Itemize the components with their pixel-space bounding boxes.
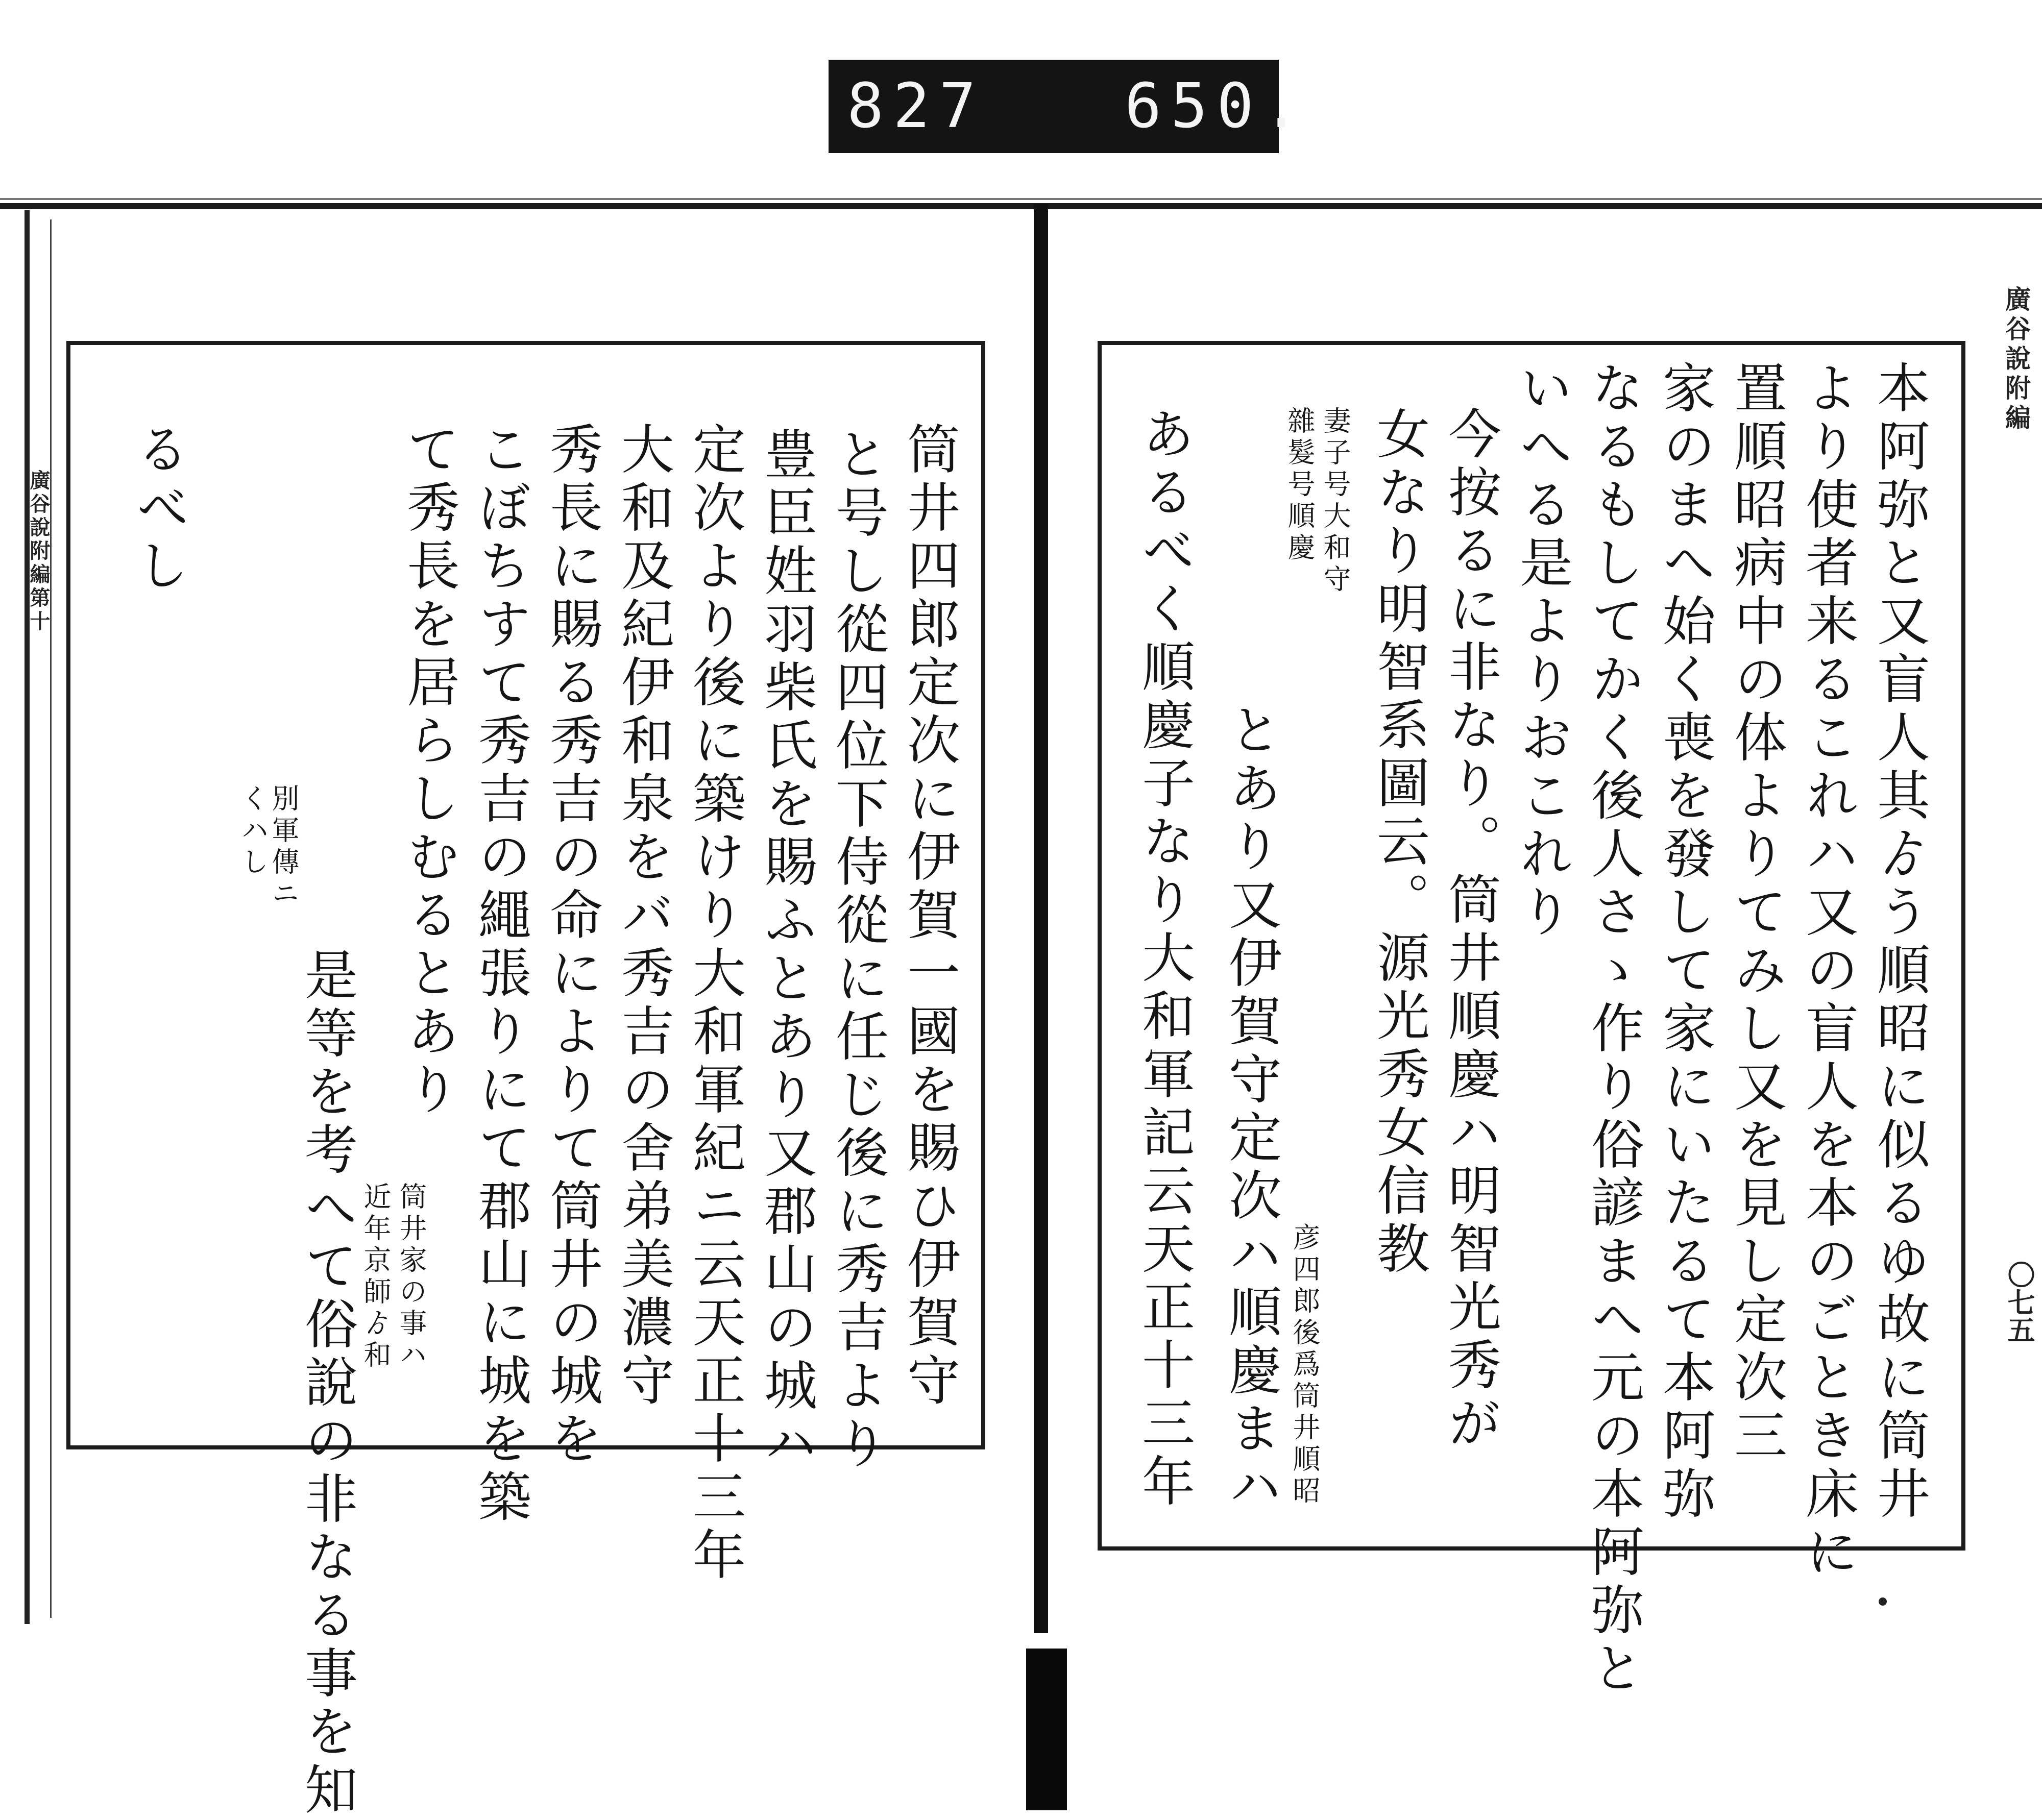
text-column: 大和及紀伊和泉をバ秀吉の舍弟美濃守: [612, 422, 674, 1411]
text-column: より使者来るこれハ又の盲人を本のごとき床に: [1796, 360, 1859, 1582]
gutter-shadow: [1026, 1649, 1067, 1810]
text-column: 別軍傳ニ: [268, 784, 300, 911]
text-column: て秀長を居らしむるとあり: [398, 422, 460, 1120]
text-column: こぼちすて秀吉の繩張りにて郡山に城を築: [469, 422, 531, 1527]
right-text-frame: [1098, 341, 1965, 1699]
catalog-label: [829, 60, 1309, 153]
text-column: 本阿弥と又盲人其ゟう順昭に似るゆ故に筒井: [1868, 360, 1930, 1524]
text-column: 是等を考へて俗說の非なる事を知: [296, 947, 358, 1820]
right-margin-title: 廣谷說附編: [2001, 286, 2031, 434]
annotation-note: 彦四郎後爲筒井順昭: [1289, 1223, 1321, 1508]
text-column: 豊臣姓羽柴氏を賜ふとあり又郡山の城ハ: [755, 427, 817, 1474]
catalog-number-left: 827: [847, 71, 985, 142]
left-text-frame: [66, 341, 985, 1820]
page-number: 〇七五: [2003, 1261, 2036, 1343]
catalog-number-right: 650.: [1125, 71, 1309, 142]
text-column: るべし: [127, 422, 189, 596]
annotation-note: 近年京師ゟ和: [359, 1182, 392, 1372]
left-margin-border: [27, 219, 52, 1618]
page-top-edge: [0, 203, 2042, 209]
text-column: 定次より後に築けり大和軍紀ニ云天正十三年: [684, 422, 746, 1585]
text-column: 家のまへ始く喪を發して家にいたるて本阿弥: [1654, 360, 1716, 1524]
text-column: 雜髮号順慶: [1283, 406, 1316, 564]
text-column: と号し從四位下侍從に任じ後に秀吉より: [826, 427, 889, 1474]
text-column: 妻子号大和守: [1319, 406, 1351, 596]
text-column: なるもしてかく後人さゝ作り俗諺まへ元の本阿弥と: [1582, 360, 1644, 1699]
text-column: 筒井四郎定次に伊賀一國を賜ひ伊賀守: [898, 422, 960, 1411]
text-column: 今按るに非なり。筒井順慶ハ明智光秀が: [1439, 406, 1501, 1454]
text-column: 女なり明智系圖云。源光秀女信教: [1368, 406, 1430, 1279]
book-gutter: [1034, 204, 1048, 1633]
text-column: いへる是よりおこれり: [1511, 360, 1573, 942]
left-margin-title: 廣谷說附編第十: [27, 470, 51, 634]
text-column: あるべく順慶子なり大和軍記云天正十三年: [1133, 406, 1195, 1512]
page-top-shadow: [0, 198, 2042, 200]
text-column: とあり又伊賀守定次ハ順慶まハ: [1220, 702, 1282, 1517]
text-column: 置順昭病中の体よりてみし又を見し定次三: [1725, 360, 1787, 1466]
text-column: くハし: [237, 784, 269, 879]
annotation-note: 筒井家の事ハ: [395, 1182, 427, 1372]
ink-spot: [1879, 1597, 1887, 1606]
text-column: 秀長に賜る秀吉の命によりて筒井の城を: [541, 422, 603, 1469]
